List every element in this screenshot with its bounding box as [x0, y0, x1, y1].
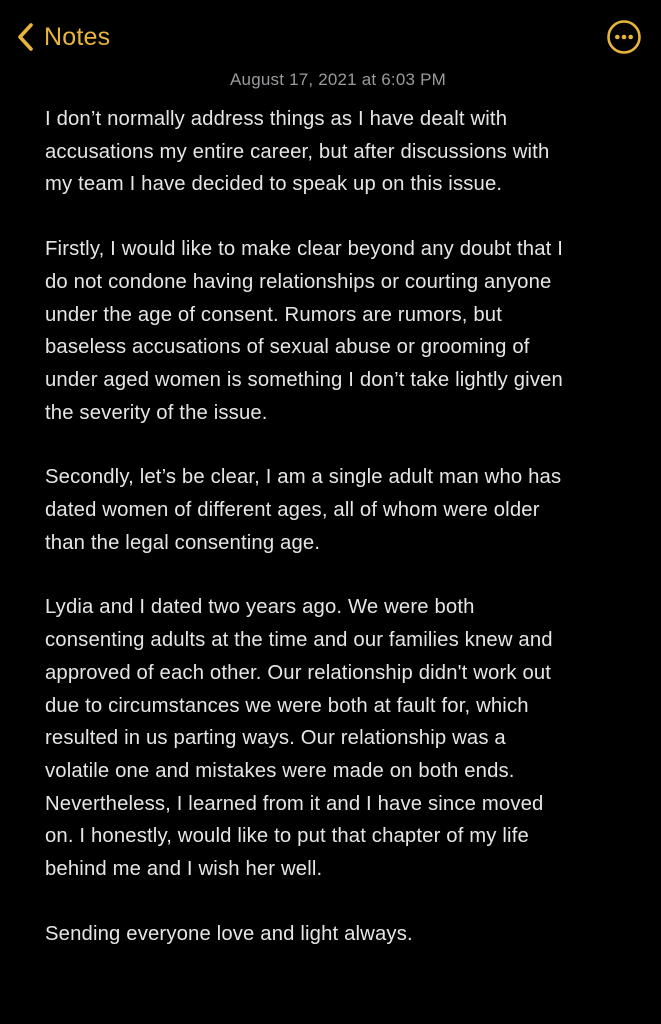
note-line: dated women of different ages, all of whom were older — [45, 499, 540, 522]
note-line: behind me and I wish her well. — [45, 858, 323, 881]
note-line: Nevertheless, I learned from it and I have since moved — [45, 792, 544, 815]
note-line: my team I have decided to speak up on this issue. — [45, 173, 503, 196]
note-line: Firstly, I would like to make clear beyond any doubt that I — [45, 238, 564, 261]
note-line: Secondly, let’s be clear, I am a single adult man who has — [45, 466, 562, 489]
note-line: approved of each other. Our relationship didn't work out — [45, 661, 552, 684]
ellipsis-circle-icon — [606, 19, 642, 55]
note-paragraph — [45, 233, 645, 429]
note-line: consenting adults at the time and our families knew and — [45, 629, 553, 652]
chevron-left-icon — [16, 22, 34, 52]
note-timestamp: August 17, 2021 at 6:03 PM — [230, 70, 446, 89]
note-line: under the age of consent. Rumors are rumors, but — [45, 303, 503, 326]
note-line: I don’t normally address things as I have dealt with — [45, 108, 508, 130]
note-line: the severity of the issue. — [45, 401, 268, 424]
note-paragraph — [45, 918, 645, 951]
note-line: accusations my entire career, but after discussions with — [45, 140, 550, 163]
note-line: Sending everyone love and light always. — [45, 922, 413, 945]
note-line: resulted in us parting ways. Our relationship was a — [45, 727, 506, 750]
note-paragraph — [45, 103, 645, 201]
back-label: Notes — [44, 22, 111, 51]
more-options-button[interactable] — [606, 19, 642, 55]
note-body[interactable] — [45, 103, 645, 982]
note-line: than the legal consenting age. — [45, 531, 321, 554]
note-line: due to circumstances we were both at fault for, which — [45, 694, 529, 717]
note-line: baseless accusations of sexual abuse or grooming of — [45, 336, 530, 359]
navigation-bar — [0, 0, 661, 72]
note-paragraph — [45, 461, 645, 559]
note-line: volatile one and mistakes were made on both ends. — [45, 759, 515, 782]
note-line: Lydia and I dated two years ago. We were both — [45, 596, 475, 619]
back-button[interactable] — [16, 18, 110, 56]
note-line: on. I honestly, would like to put that chapter of my life — [45, 825, 529, 848]
note-line: under aged women is something I don’t take lightly given — [45, 368, 563, 391]
note-line: do not condone having relationships or courting anyone — [45, 270, 552, 293]
note-paragraph — [45, 591, 645, 885]
